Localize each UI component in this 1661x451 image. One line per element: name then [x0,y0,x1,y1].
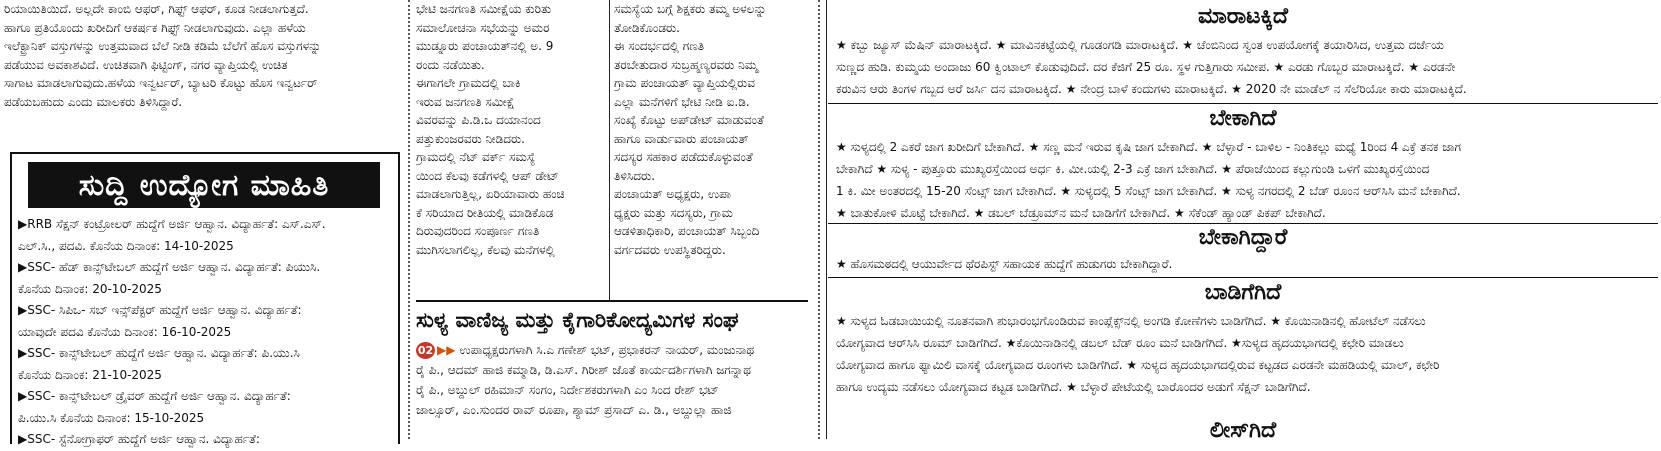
article-body [416,340,808,420]
section-body-people-wanted [836,253,1656,275]
section-title-for-rent: ಬಾಡಿಗೆಗಿದೆ [1204,280,1282,305]
col2b-line: ಪಂಚಾಯತ್ ಅಧ್ಯಕ್ಷರು, ಉಪಾ [614,187,732,201]
classified-line: ★ ಬಾತುಕೋಳಿ ಮೊಟ್ಟೆ ಬೇಕಾಗಿದೆ. ★ ಡಬಲ್ ಬೆಡ್ರೂಮ್‌ನ ಮನೆ ಬಾಡಿಗೆಗೆ ಬೇಕಾಗಿದೆ. ★ ಸೆಕೆಂಡ್ ಹ್ಯಾಂಡ್ ಪಿಕಪ್ ಬೇಕಾಗಿದೆ. [836,206,1326,220]
jobs-line: ▶SSC- ಸಿಪಿಒ- ಸಬ್ ಇನ್ಸ್‌ಪೆಕ್ಟರ್ ಹುದ್ದೆಗೆ ಅರ್ಜಿ ಆಹ್ವಾನ. ವಿದ್ಯಾರ್ಹತೆ: [18,303,302,317]
col2a-line: ಈಗಾಗಲೇ ಗ್ರಾಮದಲ್ಲಿ ಬಾಕಿ [416,76,521,90]
col2a-line: ಕೆ ಸರಿಯಾದ ರೀತಿಯಲ್ಲಿ ಮಾಡಿಕೊಡ [416,205,554,220]
col2b-line: ಎಲ್ಲಾ ಮನೆಗಳಿಗೆ ಭೇಟಿ ನೀಡಿ ಐ.ಡಿ. [614,94,750,109]
col2b-line: ತಿಳಿಸಿದರು. [614,168,656,183]
col1-line: ಸಾಗಾಟ ಮಾಡಲಾಗುವುದು.ಹಳೆಯ ಇನ್ವರ್ಟರ್, ಬ್ಯಾಟರಿ ಕೊಟ್ಟು ಹೊಸ ಇನ್ವರ್ಟರ್ [4,76,318,90]
col2b-line: ಸಮಸ್ಯೆಯ ಬಗ್ಗೆ ಶಿಕ್ಷಕರು ತಮ್ಮ ಅಳಲನ್ನು [614,2,767,16]
classified-line: 1 ಕಿ. ಮೀ ಅಂತರದಲ್ಲಿ 15-20 ಸೆಂಟ್ಸ್ ಜಾಗ ಬೇಕಾಗಿದೆ. ★ ಸುಳ್ಯದಲ್ಲಿ 5 ಸೆಂಟ್ಸ್ ಜಾಗ ಬೇಕಾಗಿದೆ. ★ ಸುಳ್ಯ ನಗರದಲ್ಲಿ 2 ಬೆಡ್ ರೂಂನ ಆರ್‌ಸಿಸಿ ಮನೆ ಬೇಕಾಗಿದೆ. [836,184,1461,198]
col2b-line: ಸದಸ್ಯರ ಸಹಕಾರ ಪಡೆದುಕೊಳ್ಳುವಂತೆ [614,150,753,164]
classified-line: ಹಾಗೂ ಉದ್ಯಮ ನಡೆಸಲು ಯೋಗ್ಯವಾದ ಕಟ್ಟಡ ಬಾಡಿಗೆಗಿದೆ. ★ ಬೆಳ್ಳಾರೆ ಪೇಟೆಯಲ್ಲಿ ಬಾರೊಂದರ ಅಡುಗೆ ಸೆಕ್ಷನ್ ಬಾಡಿಗೆಗಿದೆ. [836,380,1311,394]
classified-line: ★ ಸುಳ್ಯದ ಓಡಬಾಯಿಯಲ್ಲಿ ನೂತನವಾಗಿ ಶುಭಾರಂಭಗೊಂಡಿರುವ ಕಾಂಪ್ಲೆಕ್ಸ್‌ನಲ್ಲಿ ಅಂಗಡಿ ಕೋಣೆಗಳು ಬಾಡಿಗೆಗಿದೆ. ★ ಕೊಯಿನಾಡಿನಲ್ಲಿ ಹೋಟೆಲ್ ನಡೆಸಲು [836,314,1426,328]
col2b-line: ಸಂಖ್ಯೆ ಕೊಟ್ಟು ಅಪ್‌ಡೇಟ್ ಮಾಡುವಂತೆ [614,113,764,127]
jobs-line: ▶SSC- ಕಾನ್ಸ್‌ಟೇಬಲ್ ಡ್ರೈವರ್ ಹುದ್ದೆಗೆ ಅರ್ಜಿ ಆಹ್ವಾನ. ವಿದ್ಯಾರ್ಹತೆ: [18,389,291,403]
col2b-line: ತೋಡಿಕೊಂಡರು. [614,20,680,35]
jobs-line: ಕೊನೆಯ ದಿನಾಂಕ: 20-10-2025 [18,281,162,296]
jobs-line: ಕೊನೆಯ ದಿನಾಂಕ: 21-10-2025 [18,367,162,382]
article-line: ರೈ ಪಿ., ಅಬ್ದುಲ್ ರಹಿಮಾನ್ ಸಂಗಂ, ನಿರ್ದೇಶಕರುಗಳಾಗಿ ಎಂ ಸಿಂದ ರೇಶ್ ಭಟ್ [416,383,719,397]
section-rule [828,103,1658,104]
col2a-line: ಮುಗಿಸಲಾಗಲಿಲ್ಲ, ಕೆಲವು ಮನೆಗಳಲ್ಲಿ [416,242,555,257]
col2a-line: ದಿರುವುದರಿಂದ ಸಂಪೂರ್ಣ ಗಣತಿ [416,224,540,238]
jobs-line: ಪಿ.ಯು.ಸಿ ಕೊನೆಯ ದಿನಾಂಕ: 15-10-2025 [18,410,205,425]
section-rule [828,277,1658,278]
article-line: ರೈ ಪಿ., ಆದಮ್ ಹಾಜಿ ಕಮ್ಮಾಡಿ, ಡಿ.ಎಸ್. ಗಿರೀಶ್ ಜೊತೆ ಕಾರ್ಯದರ್ಶಿಗಳಾಗಿ ಜಗನ್ನಾಥ [416,363,752,377]
col2b-line: ಧ್ಯಕ್ಷರು ಮತ್ತು ಸದಸ್ಯರು, ಗ್ರಾಮ [614,205,733,220]
col2a-line: ವಿವರವನ್ನು ಪಿ.ಡಿ.ಒ ದಯಾನಂದ [416,113,541,127]
classified-line: ★ ಹೊಸಮಠದಲ್ಲಿ ಆಯುರ್ವೇದ ಥೆರಪಿಸ್ಟ್ ಸಹಾಯಕ ಹುದ್ದೆಗೆ ಹುಡುಗರು ಬೇಕಾಗಿದ್ದಾರೆ. [836,257,1173,271]
col2a-line: ಇರುವ ಜನಗಣತಿ ಸಮೀಕ್ಷೆ [416,94,515,109]
column-divider [818,0,820,439]
classified-line: ಯೋಗ್ಯವಾದ ಹಾಗೂ ಫ್ಯಾಮಿಲಿ ವಾಸಕ್ಕೆ ಯೋಗ್ಯವಾದ ರೂಂಗಳು ಬಾಡಿಗೆಗಿದೆ. ★ ಸುಳ್ಯದ ಹೃದಯಭಾಗದಲ್ಲಿರುವ ಕಟ್ಟಡದ ಎರಡನೇ ಮಹಡಿಯಲ್ಲಿ ಮಾಲ್, ಕಛೇರಿ [836,358,1440,372]
jobs-line: ▶SSC- ಸ್ಟೆನೋಗ್ರಾಫರ್ ಹುದ್ದೆಗೆ ಅರ್ಜಿ ಆಹ್ವಾನ. ವಿದ್ಯಾರ್ಹತೆ: [18,432,260,446]
section-body-for-sale [836,34,1656,100]
classifieds-border [826,0,827,439]
jobs-list [18,214,394,451]
jobs-line: ಎಲ್.ಸಿ., ಪದವಿ. ಕೊನೆಯ ದಿನಾಂಕ: 14-10-2025 [18,238,234,253]
col2b-line: ಗ್ರಾಮ ಪಂಚಾಯತ್ ವ್ಯಾಪ್ತಿಯಲ್ಲಿರುವ [614,76,755,90]
column-2a-article [416,0,606,300]
col2a-line: ಮುಡ್ನೂರು ಪಂಚಾಯತ್‌ನಲ್ಲಿ ಅ. 9 [416,39,554,53]
column-2b-article [614,0,808,300]
col1-line: ಹಾಗೂ ಪ್ರತಿಯೊಂದು ಖರೀದಿಗೆ ಆಕರ್ಷಕ ಗಿಫ್ಟ್ ನೀಡಲಾಗುವುದು. ಎಲ್ಲಾ ಹಳೆಯ [4,20,306,35]
section-title-wanted: ಬೇಕಾಗಿದೆ [1209,106,1277,131]
article-line-first [416,340,808,360]
article-headline: ಸುಳ್ಯ ವಾಣಿಜ್ಯ ಮತ್ತು ಕೈಗಾರಿಕೋದ್ಯಮಿಗಳ ಸಂಘ [416,307,739,332]
classified-line: ★ ಕಬ್ಬು ಜ್ಯೂಸ್ ಮೆಷಿನ್ ಮಾರಾಟಕ್ಕಿದೆ. ★ ಮಾವಿನಕಟ್ಟೆಯಲ್ಲಿ ಗೂಡಂಗಡಿ ಮಾರಾಟಕ್ಕಿದೆ. ★ ಚೆಂಬಿನಿಂದ ಸ್ವಂತ ಉಪಯೋಗಕ್ಕೆ ತಯಾರಿಸಿದ, ಉತ್ತಮ ದರ್ಜೆಯ [836,38,1444,52]
jobs-line: ▶SSC- ಹೆಡ್ ಕಾನ್ಸ್‌ಟೇಬಲ್ ಹುದ್ದೆಗೆ ಅರ್ಜಿ ಆಹ್ವಾನ. ವಿದ್ಯಾರ್ಹತೆ: ಪಿಯುಸಿ. [18,260,321,274]
col1-line: ಪಡೆಯುವ ಅವಕಾಶವಿದೆ. ಉಚಿತವಾಗಿ ಫಿಟ್ಟಿಂಗ್, ನಗರ ವ್ಯಾಪ್ತಿಯಲ್ಲಿ ಉಚಿತ [4,57,288,72]
jobs-line: ▶RRB ಸೆಕ್ಷನ್ ಕಂಟ್ರೋಲರ್ ಹುದ್ದೆಗೆ ಅರ್ಜಿ ಆಹ್ವಾನ. ವಿದ್ಯಾರ್ಹತೆ: ಎಸ್.ಎಸ್. [18,217,326,231]
section-title-people-wanted: ಬೇಕಾಗಿದ್ದಾರೆ [1198,225,1288,250]
col2a-line: ಗ್ರಾಮದಲ್ಲಿ ನೆಟ್ ವರ್ಕ್ ಸಮಸ್ಯೆ [416,150,536,164]
col2a-line: ಯಿಂದ ಕೆಲವು ಕಡೆಗಳಲ್ಲಿ ಆಪ್ ಡೇಟ್ [416,168,559,183]
col1-line: ಪಡೆಯಬಹುದು ಎಂದು ಮಾಲಕರು ತಿಳಿಸಿದ್ದಾರೆ. [4,94,183,109]
article-line: ಜಾಲ್ಸೂರ್, ಎಂ.ಸುಂದರ ರಾವ್ ರೂಪಾ, ಶ್ಯಾಮ್ ಪ್ರಸಾದ್ ಎ. ಡಿ., ಅಬ್ದುಲ್ಲಾ ಹಾಜಿ [416,403,732,417]
jobs-banner: ಸುದ್ದಿ ಉದ್ಯೋಗ ಮಾಹಿತಿ [28,162,380,208]
section-body-wanted [836,136,1656,224]
jobs-line: ಯಾವುದೇ ಪದವಿ ಕೊನೆಯ ದಿನಾಂಕ: 16-10-2025 [18,324,232,339]
col2a-line: ಭೇಟಿ ಜನಗಣತಿ ಸಮೀಕ್ಷೆಯ ಕುರಿತು [416,2,552,16]
col2b-line: ವರ್ಗದವರು ಉಪಸ್ಥಿತರಿದ್ದರು. [614,242,726,257]
jobs-line: ▶SSC- ಕಾನ್ಸ್‌ಟೇಬಲ್ ಹುದ್ದೆಗೆ ಅರ್ಜಿ ಆಹ್ವಾನ. ವಿದ್ಯಾರ್ಹತೆ: ಪಿ.ಯು.ಸಿ [18,346,300,360]
classified-line: ಕರುವಿನ ಆರು ತಿಂಗಳ ಗಬ್ಬದ ಅರೆ ಜರ್ಸಿ ದನ ಮಾರಾಟಕ್ಕಿದೆ. ★ ನೇಂದ್ರ ಬಾಳೆ ಕಂದುಗಳು ಮಾರಾಟಕ್ಕಿದೆ. ★ 2020 ನೇ ಮಾಡೆಲ್ ನ ಸೆಲೆರಿಯೋ ಕಾರು ಮಾರಾಟಕ್ಕಿದೆ. [836,82,1467,96]
column-divider [408,0,410,439]
section-title-for-lease: ಲೀಸ್‌ಗಿದೆ [1209,418,1277,443]
col2b-line: ತರಬೇತುದಾರ ಸುಬ್ರಹ್ಮಣ್ಯರವರು ನಿಮ್ಮ [614,57,758,72]
classified-line: ★ ಸುಳ್ಯದಲ್ಲಿ 2 ಎಕರೆ ಜಾಗ ಖರೀದಿಗೆ ಬೇಕಾಗಿದೆ. ★ ಸಣ್ಣ ಮನೆ ಇರುವ ಕೃಷಿ ಜಾಗ ಬೇಕಾಗಿದೆ. ★ ಬೆಳ್ಳಾರೆ - ಬಾಳಿಲ - ನಿಂತಿಕಲ್ಲು ಮಧ್ಯೆ 1ರಿಂದ 4 ಎಕ್ರೆ ತನಕ ಜಾಗ [836,140,1461,154]
col2b-line: ಆಡಳಿತಾಧಿಕಾರಿ, ಪಂಚಾಯತ್ ಸಿಬ್ಬಂದಿ [614,224,760,238]
col2b-line: ಈ ಸಂದರ್ಭದಲ್ಲಿ ಗಣತಿ [614,39,705,53]
double-arrow-icon: ▶▶ [437,343,456,357]
col2b-line: ಹಾಗೂ ವಾರ್ಡುವಾರು ಪಂಚಾಯತ್ [614,131,749,146]
section-title-for-sale: ಮಾರಾಟಕ್ಕಿದೆ [1198,4,1288,29]
article-line: ಉಪಾಧ್ಯಕ್ಷರುಗಳಾಗಿ ಸಿ.ಎ ಗಣೇಶ್ ಭಟ್, ಪ್ರಭಾಕರನ್ ನಾಯರ್, ಮಂಜುನಾಥ [459,343,755,357]
col2a-line: ಸಮಾಲೋಚನಾ ಸಭೆಯನ್ನು ಅಮರ [416,20,550,35]
continuation-badge: 02 [417,344,434,357]
col2a-line: ಮಾಡಲಾಗುತ್ತಿಲ್ಲ, ಏರಿಯಾವಾರು ಹಂಚಿ [416,187,565,201]
section-rule [828,223,1658,224]
classified-line: ಬೇಕಾಗಿದೆ ★ ಸುಳ್ಯ - ಪುತ್ತೂರು ಮುಖ್ಯರಸ್ತೆಯಿಂದ ಅರ್ಧ ಕಿ. ಮೀ.ಯಲ್ಲಿ 2-3 ಎಕ್ರೆ ಜಾಗ ಬೇಕಾಗಿದೆ. ★ ಪೆರಾಜೆಯಿಂದ ಕಲ್ಲುಗುಂಡಿ ಒಳಗೆ ಮುಖ್ಯರಸ್ತೆಯಿಂದ [836,162,1430,176]
section-body-for-rent [836,310,1656,398]
col2a-line: ರಂದು ನಡೆಯಿತು. [416,57,485,72]
col2a-line: ಪತ್ತುಕುಂಜರವರು ನೀಡಿದರು. [416,131,525,146]
subcolumn-divider [609,0,610,300]
col1-line: ಇಲೆಕ್ಟ್ರಾನಿಕ್ ವಸ್ತುಗಳನ್ನು ಉತ್ತಮವಾದ ಬೆಲೆ ನೀಡಿ ಕಡಿಮೆ ಬೆಲೆಗೆ ಹೊಸ ವಸ್ತುಗಳನ್ನು [4,39,322,53]
col1-line: ರಿಯಾಯಿತಿಯಿದೆ. ಅಲ್ಲದೇ ಕಾಂಬಿ ಆಫರ್, ಗಿಫ್ಟ್ ಆಫರ್, ಕೂಡ ನೀಡಲಾಗುತ್ತದೆ. [4,2,309,16]
classified-line: ಸುಣ್ಣದ ಹುಡಿ. ಕುಮ್ಮಯ ಅಂದಾಜು 60 ಕ್ವಿಂಟಾಲ್ ಕೊಡುವುದಿದೆ. ದರ ಕೆಜಿಗೆ 25 ರೂ. ಸ್ಥಳ ಗುತ್ತಿಗಾರು ಸಮೀಪ. ★ ಎರಡು ಗೊಬ್ಬರ ಮಾರಾಟಕ್ಕಿದೆ. ★ ಎರಡನೇ [836,60,1456,74]
classified-line: ಯೋಗ್ಯವಾದ ಆರ್‌ಸಿಸಿ ರೂಮ್ ಬಾಡಿಗೆಗಿದೆ. ★ಕೊಯಿನಾಡಿನಲ್ಲಿ ಡಬಲ್ ಬೆಡ್ ರೂಂ ಮನೆ ಬಾಡಿಗೆಗಿದೆ. ★ಸುಳ್ಯದ ಹೃದಯಭಾಗದಲ್ಲಿ ಕಛೇರಿ ಮಾಡಲು [836,336,1404,350]
